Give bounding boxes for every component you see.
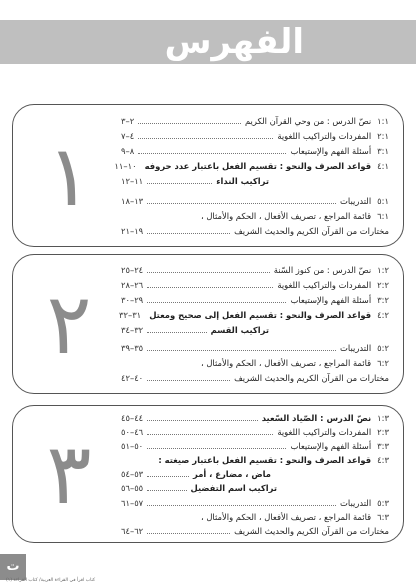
section-number: ١ [46, 126, 92, 225]
toc-entry[interactable]: ٢:٣ المفردات والتراكيب اللغوية ٤٦–٥٠ [121, 427, 389, 437]
toc-entry[interactable]: ٤:٣ قواعد الصرف والنحو : تقسيم الفعل باعتبار صيغته : [158, 455, 389, 465]
section-1 [12, 104, 404, 247]
toc-entry[interactable]: ٤:١ قواعد الصرف والنحو : تقسيم الفعل باعتبار عدد حروفه ١٠–١١ [114, 161, 389, 171]
toc-subentry[interactable]: مختارات من القرآن الكريم والحديث الشريف ٦٢–٦٤ [121, 526, 389, 536]
toc-entry[interactable]: ٦:٣ قائمة المراجع ، تصريف الأفعال ، الحكم والأمثال ، [200, 512, 389, 522]
toc-entry[interactable]: ٢:١ المفردات والتراكيب اللغوية ٤–٧ [121, 131, 389, 141]
toc-entry[interactable]: ١:٢ نصّ الدرس : من كنوز السّنة ٢٤–٢٥ [121, 265, 389, 275]
toc-subentry[interactable]: مختارات من القرآن الكريم والحديث الشريف ١٩–٢١ [121, 226, 389, 236]
page-title: الفهرس [164, 22, 304, 62]
toc-entry[interactable]: ١:١ نصّ الدرس : من وحي القرآن الكريم ٢–٣ [121, 116, 389, 126]
section-2 [12, 254, 404, 394]
toc-entry[interactable]: ٣:١ أسئلة الفهم والإستيعاب ٨–٩ [121, 146, 389, 156]
toc-subentry[interactable]: مختارات من القرآن الكريم والحديث الشريف ٤٠–٤٢ [121, 373, 389, 383]
toc-entry[interactable]: ٣:٣ أسئلة الفهم والإستيعاب ٥٠–٥١ [121, 441, 389, 451]
footer-book-title: كتاب اقرأ في القراءة العربية/ كتاب القراءة (١) [6, 578, 96, 583]
toc-entry[interactable]: ٦:١ قائمة المراجع ، تصريف الأفعال ، الحكم والأمثال ، [200, 211, 389, 221]
toc-entry[interactable]: ٣:٢ أسئلة الفهم والإستيعاب ٢٩–٣٠ [121, 295, 389, 305]
section-number: ٣ [46, 425, 92, 523]
toc-entry[interactable]: ٥:١ التدريبات ١٣–١٨ [121, 196, 389, 206]
page-letter-badge: ت [0, 554, 26, 580]
toc-entry[interactable]: ٦:٢ قائمة المراجع ، تصريف الأفعال ، الحكم والأمثال ، [200, 358, 389, 368]
toc-entry[interactable]: ٤:٢ قواعد الصرف والنحو : تقسيم الفعل إلى صحيح ومعتل ٣١–٣٢ [119, 310, 389, 320]
toc-entry[interactable]: ٥:٣ التدريبات ٥٧–٦١ [121, 498, 389, 508]
section-3 [12, 405, 404, 543]
toc-subentry[interactable]: تراكيب القسم ٣٢–٣٤ [121, 325, 269, 335]
toc-entry[interactable]: ٢:٢ المفردات والتراكيب اللغوية ٢٦–٢٨ [121, 280, 389, 290]
toc-entry[interactable]: ٥:٢ التدريبات ٣٥–٣٩ [121, 343, 389, 353]
toc-subentry[interactable]: ماض ، مضارع ، أمر ٥٣–٥٤ [121, 469, 271, 479]
toc-entry[interactable]: ١:٣ نصّ الدرس : الصّياد السّعيد ٤٤–٤٥ [121, 413, 389, 423]
title-band [0, 20, 416, 64]
toc-subentry[interactable]: تراكيب النداء ١١–١٢ [121, 176, 269, 186]
section-number: ٢ [46, 275, 92, 373]
toc-subentry[interactable]: تراكيب اسم التفضيل ٥٥–٥٦ [121, 483, 277, 493]
